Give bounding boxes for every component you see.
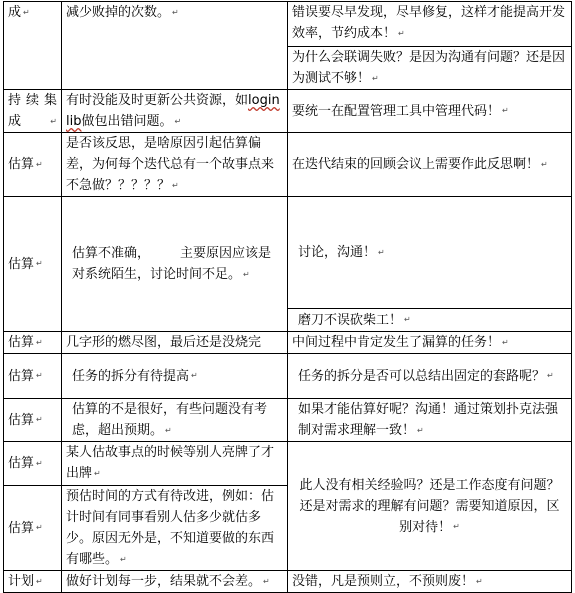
paragraph-mark-icon: ↵ xyxy=(263,576,270,586)
solution-cell: 要统一在配置管理工具中管理代码！ ↵ xyxy=(288,90,572,133)
paragraph-mark-icon: ↵ xyxy=(243,269,250,279)
paragraph-mark-icon: ↵ xyxy=(36,523,43,532)
paragraph-mark-icon: ↵ xyxy=(191,371,198,380)
category-cell: 成 ↵ xyxy=(4,2,62,90)
table-row xyxy=(4,197,572,309)
table-row xyxy=(4,442,572,486)
table-row xyxy=(4,332,572,354)
table-row xyxy=(4,399,572,442)
paragraph-mark-icon: ↵ xyxy=(36,159,43,169)
paragraph-mark-icon: ↵ xyxy=(502,337,509,347)
paragraph-mark-icon: ↵ xyxy=(502,106,509,115)
category-cell: 估算 ↵ xyxy=(4,354,62,399)
misspelling-underline: loginlib xyxy=(66,93,280,129)
paragraph-mark-icon: ↵ xyxy=(23,7,30,17)
problem-cell: 几字形的燃尽图，最后还是没烧完 xyxy=(62,332,288,354)
problem-cell: 估算不准确， 主要原因应该是 对系统陌生，讨论时间不足。 ↵ xyxy=(62,197,288,332)
paragraph-mark-icon: ↵ xyxy=(378,247,385,257)
paragraph-mark-icon: ↵ xyxy=(174,116,182,126)
paragraph-mark-icon: ↵ xyxy=(398,28,405,38)
paragraph-mark-icon: ↵ xyxy=(36,458,43,468)
solution-cell: 磨刀不误砍柴工！ ↵ xyxy=(288,309,572,332)
problem-cell: 估算的不是很好，有些问题没有考虑，超出预期。 ↵ xyxy=(62,399,288,442)
problem-cell: 是否该反思，是啥原因引起估算偏差，为何每个迭代总有一个故事点来不急做？？？？？ ↵ xyxy=(62,133,288,197)
paragraph-mark-icon: ↵ xyxy=(547,371,554,380)
paragraph-mark-icon: ↵ xyxy=(172,7,179,17)
solution-cell: 为什么会联调失败？是因为沟通有问题？还是因为测试不够！ ↵ xyxy=(288,47,572,90)
solution-cell: 如果才能估算好呢？沟通！通过策划扑克法强制对需求理解一致！ ↵ xyxy=(288,399,572,442)
paragraph-mark-icon: ↵ xyxy=(453,522,460,531)
paragraph-mark-icon: ↵ xyxy=(165,425,172,435)
category-cell: 估算 ↵ xyxy=(4,133,62,197)
paragraph-mark-icon: ↵ xyxy=(120,554,127,564)
problem-cell: 任务的拆分有待提高 ↵ xyxy=(62,354,288,399)
category-cell: 计划 ↵ xyxy=(4,571,62,593)
document-table-page xyxy=(3,1,571,589)
table-row xyxy=(4,2,572,47)
paragraph-mark-icon: ↵ xyxy=(172,180,179,190)
table-row xyxy=(4,571,572,593)
solution-cell: 错误要尽早发现，尽早修复，这样才能提高开发效率，节约成本！ ↵ xyxy=(288,2,572,47)
paragraph-mark-icon: ↵ xyxy=(404,315,411,324)
paragraph-mark-icon: ↵ xyxy=(94,468,101,478)
problem-cell: 预估时间的方式有待改进，例如：估计时间有同事看别人估多少就估多少。原因无外是，不知道要做的东西有哪些。 ↵ xyxy=(62,486,288,571)
paragraph-mark-icon: ↵ xyxy=(476,576,483,586)
category-cell: 持续集成 ↵ xyxy=(4,90,62,133)
table-row xyxy=(4,133,572,197)
paragraph-mark-icon: ↵ xyxy=(36,415,43,424)
solution-cell: 任务的拆分是否可以总结出固定的套路呢？ ↵ xyxy=(288,354,572,399)
table-row xyxy=(4,90,572,133)
paragraph-mark-icon: ↵ xyxy=(36,259,43,268)
paragraph-mark-icon: ↵ xyxy=(417,425,424,435)
problem-cell: 做好计划每一步，结果就不会差。 ↵ xyxy=(62,571,288,593)
problem-cell: 有时没能及时更新公共资源，如loginlib做包出错问题。 ↵ xyxy=(62,90,288,133)
category-cell: 估算 ↵ xyxy=(4,332,62,354)
solution-cell: 没错，凡是预则立，不预则废！ ↵ xyxy=(288,571,572,593)
category-cell: 估算 ↵ xyxy=(4,442,62,486)
paragraph-mark-icon: ↵ xyxy=(36,337,43,347)
solution-cell: 中间过程中肯定发生了漏算的任务！ ↵ xyxy=(288,332,572,354)
paragraph-mark-icon: ↵ xyxy=(541,159,548,169)
table-row xyxy=(4,354,572,399)
solution-cell: 在迭代结束的回顾会议上需要作此反思啊！ ↵ xyxy=(288,133,572,197)
paragraph-mark-icon: ↵ xyxy=(36,576,43,586)
solution-cell: 此人没有相关经验吗？还是工作态度有问题？还是对需求的理解有问题？需要知道原因，区别对待！ ↵ xyxy=(288,442,572,571)
paragraph-mark-icon: ↵ xyxy=(36,371,43,380)
problem-cell: 减少败掉的次数。 ↵ xyxy=(62,2,288,90)
category-cell: 估算 ↵ xyxy=(4,197,62,332)
category-cell: 估算 ↵ xyxy=(4,486,62,571)
category-cell: 估算 ↵ xyxy=(4,399,62,442)
paragraph-mark-icon: ↵ xyxy=(372,73,379,83)
paragraph-mark-icon: ↵ xyxy=(50,116,57,126)
solution-cell: 讨论，沟通！ ↵ xyxy=(288,197,572,309)
retrospective-table xyxy=(3,1,572,593)
problem-cell: 某人估故事点的时候等别人亮牌了才出牌 ↵ xyxy=(62,442,288,486)
